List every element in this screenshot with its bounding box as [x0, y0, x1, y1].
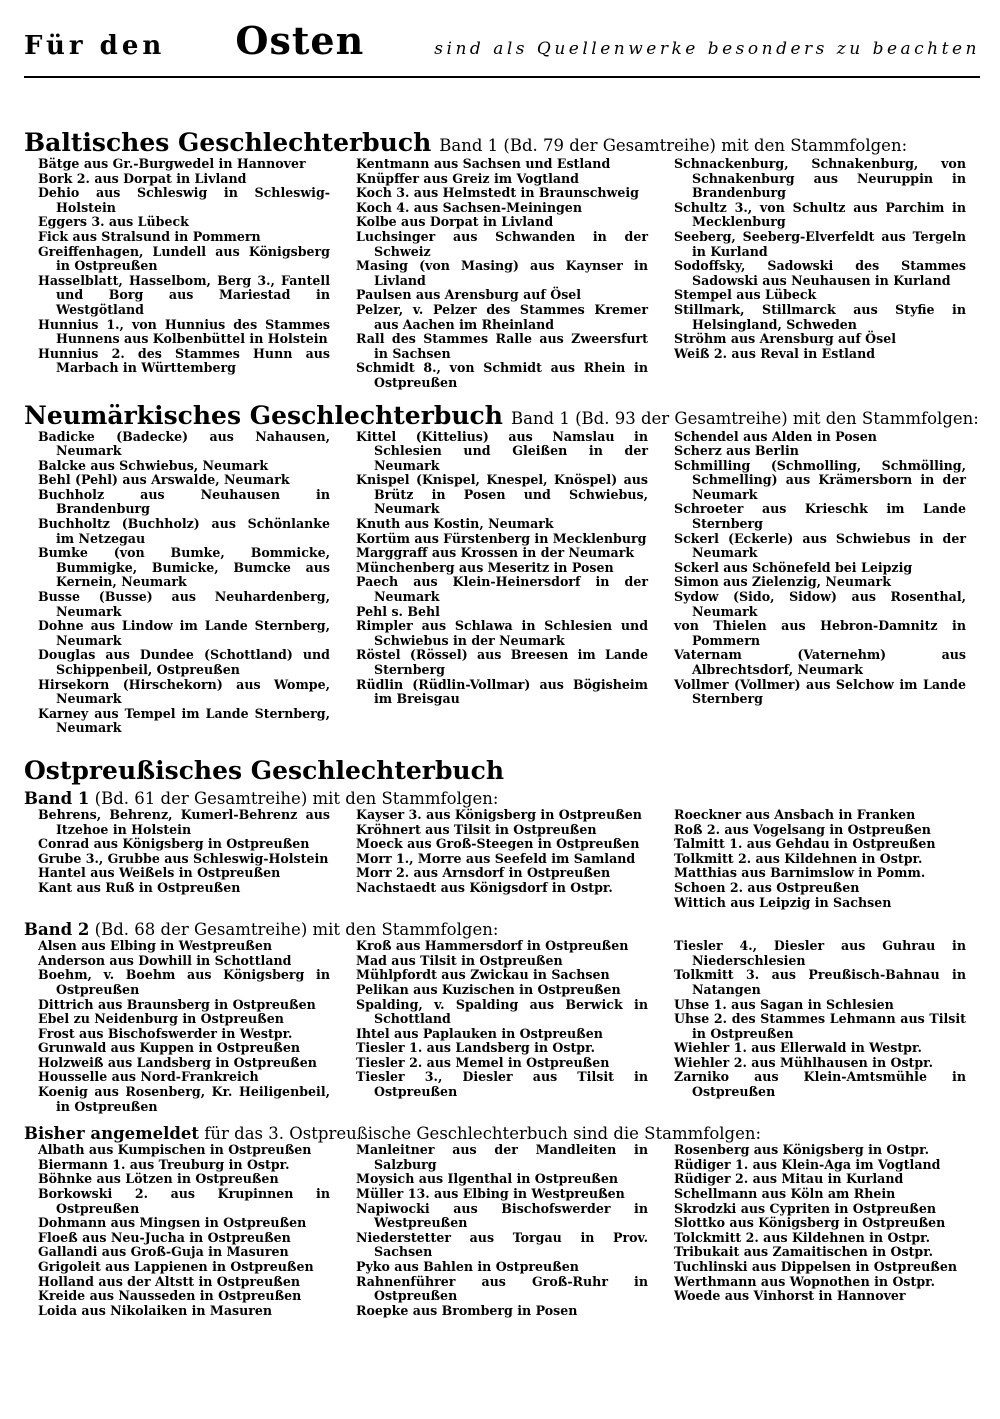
list-item: Uhse 2. des Stammes Lehmann aus Tilsit in Ostpreußen [674, 1011, 966, 1041]
column [24, 1143, 330, 1318]
list-item: Hunnius 2. des Stammes Hunn aus Marbach in Württemberg [38, 345, 330, 376]
list-item: Masing (von Masing) aus Kaynser in Livland [356, 258, 648, 288]
list-item: Morr 1., Morre aus Seefeld im Samland [356, 850, 636, 866]
list-item: Münchenberg aus Meseritz in Posen [356, 559, 614, 575]
list-item: Seeberg, Seeberg-Elverfeldt aus Tergeln in Kurland [674, 228, 966, 259]
book-name: Ostpreußisches Geschlechterbuch [24, 755, 504, 785]
list-item: Simon aus Zielenzig, Neumark [674, 574, 891, 590]
band-subtitle: (Bd. 68 der Gesamtreihe) mit den Stammfolgen: [94, 920, 499, 940]
list-item: Stillmark, Stillmarck aus Styfie in Helsingland, Schweden [674, 301, 966, 332]
list-item: Scherz aus Berlin [674, 443, 799, 459]
list-item: Schoen 2. aus Ostpreußen [674, 879, 860, 895]
book-subtitle: Band 1 (Bd. 93 der Gesamtreihe) mit den Stammfolgen: [510, 408, 979, 428]
list-item: Kolbe aus Dorpat in Livland [356, 214, 554, 230]
list-item: Röstel (Rössel) aus Breesen im Lande Sternberg [356, 647, 648, 677]
band-label: Band 2 [24, 920, 90, 940]
list-item: Tolkmitt 3. aus Preußisch-Bahnau in Natangen [674, 967, 966, 997]
list-item: Tiesler 1. aus Landsberg in Ostpr. [356, 1040, 595, 1056]
list-item: Talmitt 1. aus Gehdau in Ostpreußen [674, 836, 936, 852]
list-item: Marggraff aus Krossen in der Neumark [356, 545, 635, 561]
list-item: Rüdiger 1. aus Klein-Aga im Vogtland [674, 1156, 941, 1172]
column [660, 430, 966, 736]
entry-columns [24, 808, 980, 910]
list-item: Tiesler 4., Diesler aus Guhrau in Niederschlesien [674, 938, 966, 968]
list-item: Schultz 3., von Schultz aus Parchim in Mecklenburg [674, 199, 966, 230]
list-item: Kreide aus Nausseden in Ostpreußen [38, 1288, 302, 1304]
list-item: Knispel (Knispel, Knespel, Knöspel) aus Brütz in Posen und Schwiebus, Neumark [356, 472, 648, 517]
list-item: Loida aus Nikolaiken in Masuren [38, 1302, 273, 1318]
list-item: Wiehler 1. aus Ellerwald in Westpr. [674, 1040, 922, 1056]
list-item: Vollmer (Vollmer) aus Selchow im Lande Sternberg [674, 676, 966, 707]
list-item: Hunnius 1., von Hunnius des Stammes Hunnens aus Kolbenbüttel in Holstein [38, 316, 330, 347]
column [342, 939, 648, 1114]
list-item: Dohmann aus Mingsen in Ostpreußen [38, 1215, 307, 1231]
list-item: Wiehler 2. aus Mühlhausen in Ostpr. [674, 1054, 934, 1070]
book-title [24, 128, 980, 157]
list-item: Hasselblatt, Hasselbom, Berg 3., Fantell und Borg aus Mariestad in Westgötland [38, 272, 330, 317]
list-item: Kröhnert aus Tilsit in Ostpreußen [356, 821, 597, 837]
list-item: Slottko aus Königsberg in Ostpreußen [674, 1215, 946, 1231]
book-title [24, 756, 980, 785]
list-item: Skrodzki aus Cypriten in Ostpreußen [674, 1200, 936, 1216]
list-item: Schnackenburg, Schnakenburg, von Schnakenburg aus Neuruppin in Brandenburg [674, 156, 966, 201]
list-item: Rall des Stammes Ralle aus Zweersfurt in Sachsen [356, 331, 648, 361]
list-item: Dehio aus Schleswig in Schleswig-Holstein [38, 185, 330, 215]
column [342, 808, 648, 910]
list-item: Rahnenführer aus Groß-Ruhr in Ostpreußen [356, 1273, 648, 1304]
book-subtitle: Band 1 (Bd. 79 der Gesamtreihe) mit den Stammfolgen: [439, 136, 908, 155]
band-subtitle: für das 3. Ostpreußische Geschlechterbuch sind die Stammfolgen: [204, 1124, 762, 1144]
list-item: Sydow (Sido, Sidow) aus Rosenthal, Neumark [674, 589, 966, 619]
list-item: Roeckner aus Ansbach in Franken [674, 806, 916, 822]
header-text-b: Osten [235, 18, 365, 63]
band-title [24, 789, 980, 808]
list-item: Ebel zu Neidenburg in Ostpreußen [38, 1011, 284, 1027]
list-item: Matthias aus Barnimslow in Pomm. [674, 865, 926, 881]
column [342, 430, 648, 736]
list-item: Weiß 2. aus Reval in Estland [674, 345, 876, 361]
list-item: Balcke aus Schwiebus, Neumark [38, 457, 269, 473]
list-item: Koch 3. aus Helmstedt in Braunschweig [356, 185, 639, 201]
list-item: Schroeter aus Krieschk im Lande Sternberg [674, 501, 966, 532]
list-item: Rüdiger 2. aus Mitau in Kurland [674, 1171, 904, 1187]
column [660, 1143, 966, 1318]
list-item: Zarniko aus Klein-Amtsmühle in Ostpreußen [674, 1069, 966, 1100]
list-item: Ihtel aus Paplauken in Ostpreußen [356, 1025, 603, 1041]
list-item: Morr 2. aus Arnsdorf in Ostpreußen [356, 865, 611, 881]
column [660, 157, 966, 391]
header-text-a: Für den [24, 31, 166, 61]
list-item: Conrad aus Königsberg in Ostpreußen [38, 836, 310, 852]
list-item: Kroß aus Hammersdorf in Ostpreußen [356, 938, 629, 954]
band-2 [24, 920, 980, 1114]
list-item: Manleitner aus der Mandleiten in Salzburg [356, 1142, 648, 1172]
column [342, 157, 648, 391]
list-item: Luchsinger aus Schwanden in der Schweiz [356, 228, 648, 259]
list-item: Pyko aus Bahlen in Ostpreußen [356, 1259, 579, 1274]
entry-columns [24, 430, 980, 736]
list-item: Tribukait aus Zamaitischen in Ostpr. [674, 1244, 934, 1260]
list-item: Uhse 1. aus Sagan in Schlesien [674, 996, 894, 1012]
list-item: Dittrich aus Braunsberg in Ostpreußen [38, 996, 316, 1012]
list-item: Vaternam (Vaternehm) aus Albrechtsdorf, Neumark [674, 647, 966, 677]
list-item: Mühlpfordt aus Zwickau in Sachsen [356, 967, 610, 983]
list-item: Boehm, v. Boehm aus Königsberg in Ostpreußen [38, 967, 330, 997]
list-item: von Thielen aus Hebron-Damnitz in Pommern [674, 618, 966, 648]
list-item: Hantel aus Weißels in Ostpreußen [38, 865, 281, 881]
list-item: Buchholz aus Neuhausen in Brandenburg [38, 486, 330, 517]
list-item: Holland aus der Altstt in Ostpreußen [38, 1273, 301, 1289]
list-item: Schendel aus Alden in Posen [674, 428, 877, 444]
list-item: Bork 2. aus Dorpat in Livland [38, 170, 247, 186]
list-item: Roß 2. aus Vogelsang in Ostpreußen [674, 821, 931, 837]
list-item: Kayser 3. aus Königsberg in Ostpreußen [356, 806, 642, 822]
list-item: Gallandi aus Groß-Guja in Masuren [38, 1244, 289, 1260]
band-label: Bisher angemeldet [24, 1124, 200, 1144]
list-item: Knuth aus Kostin, Neumark [356, 516, 554, 532]
list-item: Rosenberg aus Königsberg in Ostpr. [674, 1142, 929, 1158]
column [24, 939, 330, 1114]
list-item: Koenig aus Rosenberg, Kr. Heiligenbeil, in Ostpreußen [38, 1084, 330, 1114]
list-item: Fick aus Stralsund in Pommern [38, 228, 261, 244]
list-item: Napiwocki aus Bischofswerder in Westpreußen [356, 1200, 648, 1231]
list-item: Sckerl (Eckerle) aus Schwiebus in der Neumark [674, 530, 966, 561]
list-item: Stempel aus Lübeck [674, 287, 817, 303]
list-item: Alsen aus Elbing in Westpreußen [38, 938, 273, 954]
list-item: Kittel (Kittelius) aus Namslau in Schlesien und Gleißen in der Neumark [356, 428, 648, 473]
list-item: Holzweiß aus Landsberg in Ostpreußen [38, 1054, 317, 1070]
list-item: Dohne aus Lindow im Lande Sternberg, Neumark [38, 618, 330, 648]
list-item: Ströhm aus Arensburg auf Ösel [674, 331, 897, 347]
entry-columns [24, 939, 980, 1114]
list-item: Tolkmitt 2. aus Kildehnen in Ostpr. [674, 850, 923, 866]
list-item: Pehl s. Behl [356, 603, 440, 619]
list-item: Roepke aus Bromberg in Posen [356, 1302, 578, 1318]
list-item: Biermann 1. aus Treuburg in Ostpr. [38, 1156, 290, 1172]
list-item: Paulsen aus Arensburg auf Ösel [356, 287, 582, 303]
column [660, 939, 966, 1114]
list-item: Karney aus Tempel im Lande Sternberg, Neumark [38, 705, 330, 736]
section-neumark [24, 401, 980, 736]
list-item: Kentmann aus Sachsen und Estland [356, 156, 611, 171]
list-item: Schmidt 8., von Schmidt aus Rhein in Ostpreußen [356, 360, 648, 390]
band-label: Band 1 [24, 788, 90, 808]
list-item: Hirsekorn (Hirschekorn) aus Wompe, Neumark [38, 676, 330, 707]
list-item: Behrens, Behrenz, Kumerl-Behrenz aus Itzehoe in Holstein [38, 806, 330, 837]
list-item: Moeck aus Groß-Steegen in Ostpreußen [356, 836, 640, 852]
list-item: Eggers 3. aus Lübeck [38, 214, 189, 230]
list-item: Housselle aus Nord-Frankreich [38, 1069, 259, 1085]
column [24, 157, 330, 391]
list-item: Schmilling (Schmolling, Schmölling, Schmelling) aus Krämersborn in der Neumark [674, 457, 966, 502]
list-item: Tolckmitt 2. aus Kildehnen in Ostpr. [674, 1229, 931, 1245]
list-item: Wittich aus Leipzig in Sachsen [674, 894, 892, 910]
list-item: Schellmann aus Köln am Rhein [674, 1186, 896, 1202]
list-item: Koch 4. aus Sachsen-Meiningen [356, 199, 582, 215]
list-item: Woede aus Vinhorst in Hannover [674, 1288, 906, 1304]
list-item: Tiesler 3., Diesler aus Tilsit in Ostpreußen [356, 1069, 648, 1100]
book-title [24, 401, 980, 430]
list-item: Moysich aus Ilgenthal in Ostpreußen [356, 1171, 619, 1187]
list-item: Pelzer, v. Pelzer des Stammes Kremer aus Aachen im Rheinland [356, 301, 648, 332]
list-item: Bätge aus Gr.-Burgwedel in Hannover [38, 156, 306, 171]
list-item: Greiffenhagen, Lundell aus Königsberg in Ostpreußen [38, 243, 330, 274]
list-item: Sckerl aus Schönefeld bei Leipzig [674, 559, 913, 575]
list-item: Pelikan aus Kuzischen in Ostpreußen [356, 981, 621, 997]
list-item: Busse (Busse) aus Neuhardenberg, Neumark [38, 589, 330, 619]
list-item: Werthmann aus Wopnothen in Ostpr. [674, 1273, 935, 1289]
list-item: Grube 3., Grubbe aus Schleswig-Holstein [38, 850, 329, 866]
section-baltisch [24, 128, 980, 391]
column [342, 1143, 648, 1318]
list-item: Grunwald aus Kuppen in Ostpreußen [38, 1040, 301, 1056]
list-item: Bumke (von Bumke, Bommicke, Bummigke, Bumicke, Bumcke aus Kernein, Neumark [38, 545, 330, 590]
list-item: Niederstetter aus Torgau in Prov. Sachsen [356, 1229, 648, 1260]
column [660, 808, 966, 910]
page-header [24, 18, 980, 78]
list-item: Rüdlin (Rüdlin-Vollmar) aus Bögisheim im Breisgau [356, 676, 648, 707]
header-text-c: sind als Quellenwerke besonders zu beachten [434, 39, 980, 59]
band-1 [24, 789, 980, 910]
entry-columns [24, 1143, 980, 1318]
list-item: Sodoffsky, Sadowski des Stammes Sadowski aus Neuhausen in Kurland [674, 258, 966, 288]
book-name: Baltisches Geschlechterbuch [24, 128, 432, 157]
list-item: Badicke (Badecke) aus Nahausen, Neumark [38, 428, 330, 459]
list-item: Rimpler aus Schlawa in Schlesien und Schwiebus in der Neumark [356, 618, 648, 648]
list-item: Tiesler 2. aus Memel in Ostpreußen [356, 1054, 610, 1070]
band-subtitle: (Bd. 61 der Gesamtreihe) mit den Stammfolgen: [94, 788, 499, 808]
list-item: Buchholtz (Buchholz) aus Schönlanke im Netzegau [38, 516, 330, 546]
list-item: Borkowski 2. aus Krupinnen in Ostpreußen [38, 1186, 330, 1216]
section-ostpreuss [24, 756, 980, 1318]
list-item: Mad aus Tilsit in Ostpreußen [356, 952, 563, 968]
list-item: Kant aus Ruß in Ostpreußen [38, 879, 241, 895]
list-item: Grigoleit aus Lappienen in Ostpreußen [38, 1259, 314, 1274]
band-title [24, 1124, 980, 1143]
list-item: Tuchlinski aus Dippelsen in Ostpreußen [674, 1259, 958, 1274]
band-title [24, 920, 980, 939]
list-item: Knüpffer aus Greiz im Vogtland [356, 170, 579, 186]
list-item: Böhnke aus Lötzen in Ostpreußen [38, 1171, 279, 1187]
entry-columns [24, 157, 980, 391]
list-item: Albath aus Kumpischen in Ostpreußen [38, 1142, 312, 1158]
list-item: Müller 13. aus Elbing in Westpreußen [356, 1186, 625, 1202]
list-item: Floeß aus Neu-Jucha in Ostpreußen [38, 1229, 291, 1245]
list-item: Douglas aus Dundee (Schottland) und Schippenbeil, Ostpreußen [38, 647, 330, 677]
band-3-announced [24, 1124, 980, 1318]
list-item: Kortüm aus Fürstenberg in Mecklenburg [356, 530, 647, 546]
book-name: Neumärkisches Geschlechterbuch [24, 400, 503, 430]
list-item: Spalding, v. Spalding aus Berwick in Schottland [356, 996, 648, 1027]
list-item: Nachstaedt aus Königsdorf in Ostpr. [356, 879, 613, 895]
list-item: Behl (Pehl) aus Arswalde, Neumark [38, 472, 290, 488]
column [24, 430, 330, 736]
list-item: Anderson aus Dowhill in Schottland [38, 952, 292, 968]
list-item: Frost aus Bischofswerder in Westpr. [38, 1025, 293, 1041]
column [24, 808, 330, 910]
list-item: Paech aus Klein-Heinersdorf in der Neumark [356, 574, 648, 605]
